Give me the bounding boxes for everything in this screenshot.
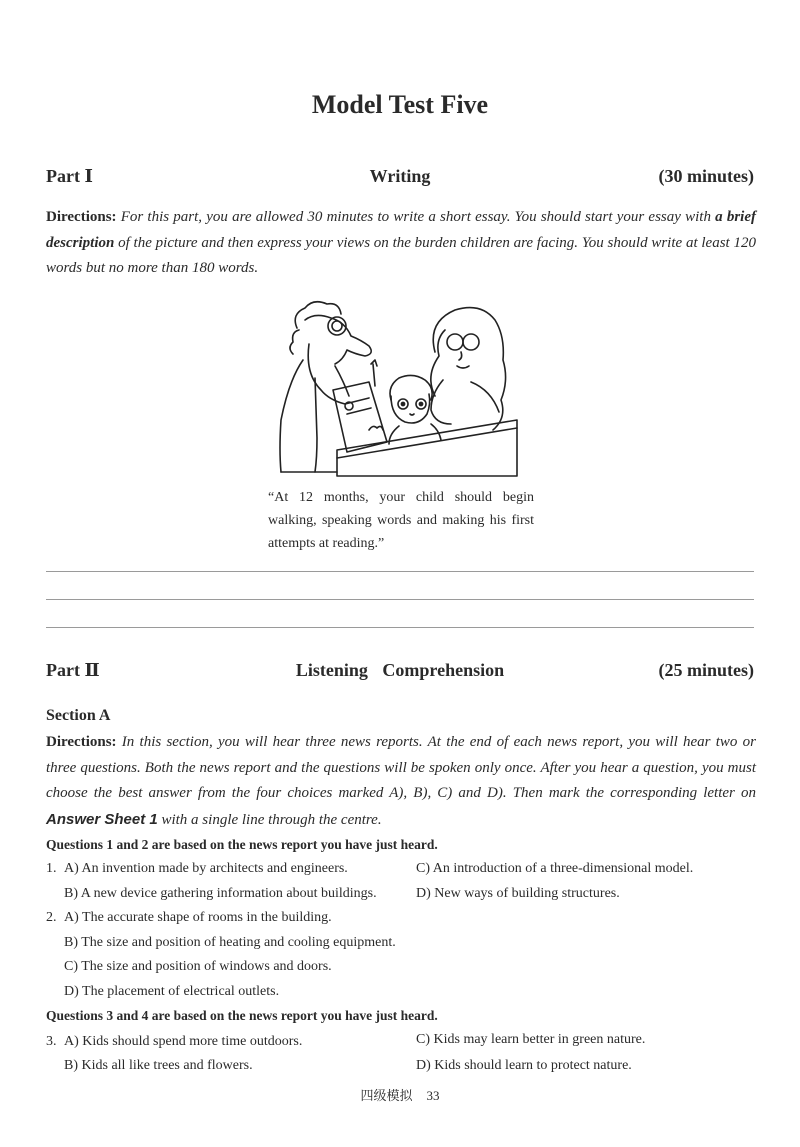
answer-line-2	[46, 599, 754, 600]
answer-line-3	[46, 627, 754, 628]
part1-directions	[46, 205, 756, 282]
question-group-heading: Questions 3 and 4 are based on the news report you have just heard.	[46, 1008, 438, 1023]
option-b: B) Kids all like trees and flowers.	[64, 1058, 253, 1073]
cartoon-caption: “At 12 months, your child should begin walking, speaking words and making his first attempts at reading.”	[268, 490, 534, 551]
part2-header	[46, 660, 754, 686]
answer-sheet-reference: Answer Sheet 1	[46, 810, 158, 828]
directions-label: Directions:	[46, 209, 117, 225]
section-a-heading: Section A	[46, 707, 111, 724]
part1-header	[46, 166, 754, 192]
part1-time: (30 minutes)	[658, 166, 754, 186]
answer-line-1	[46, 571, 754, 572]
option-d: D) New ways of building structures.	[416, 886, 620, 901]
directions-text-1: In this section, you will hear three news reports. At the end of each news report, you will hear two or three questions. Both the news report and the questions will be spoken only once. After you hear a question, you must choose the best answer from the four choices marked A), B), C) and D). Then mark the corresponding letter on	[46, 734, 756, 801]
question-number: 1.	[46, 861, 57, 876]
page-number: 33	[426, 1088, 440, 1103]
question-number: 3.	[46, 1034, 57, 1049]
part1-name: Writing	[369, 166, 431, 186]
part2-time: (25 minutes)	[658, 660, 754, 680]
doctor-cartoon-illustration	[275, 300, 520, 480]
option-a: A) Kids should spend more time outdoors.	[64, 1034, 303, 1049]
question-group-heading: Questions 1 and 2 are based on the news report you have just heard.	[46, 837, 438, 852]
option-a: A) An invention made by architects and engineers.	[64, 861, 348, 876]
option-c: C) The size and position of windows and doors.	[64, 959, 332, 974]
page-footer	[0, 1085, 800, 1104]
option-d: D) Kids should learn to protect nature.	[416, 1058, 632, 1073]
option-c: C) An introduction of a three-dimensional model.	[416, 861, 694, 876]
directions-emphasis: a brief description	[46, 209, 756, 251]
option-d: D) The placement of electrical outlets.	[64, 984, 280, 999]
part2-directions	[46, 730, 756, 833]
footer-label: 四级模拟	[360, 1088, 413, 1103]
option-a: A) The accurate shape of rooms in the building.	[64, 910, 332, 925]
directions-text-1: For this part, you are allowed 30 minutes to write a short essay. You should start your essay with	[116, 209, 716, 225]
part2-label: Part Ⅱ	[46, 660, 100, 680]
question-number: 2.	[46, 910, 57, 925]
option-c: C) Kids may learn better in green nature.	[416, 1032, 646, 1047]
page-title: Model Test Five	[311, 90, 489, 119]
part1-label: Part Ⅰ	[46, 166, 93, 186]
option-b: B) The size and position of heating and cooling equipment.	[64, 935, 396, 950]
directions-label: Directions:	[46, 734, 117, 750]
directions-text-2: of the picture and then express your views on the burden children are facing. You should write at least 120 words but no more than 180 words.	[46, 234, 756, 276]
directions-text-2: with a single line through the centre.	[157, 811, 382, 828]
part2-name: Listening Comprehension	[295, 660, 505, 680]
option-b: B) A new device gathering information about buildings.	[64, 886, 377, 901]
